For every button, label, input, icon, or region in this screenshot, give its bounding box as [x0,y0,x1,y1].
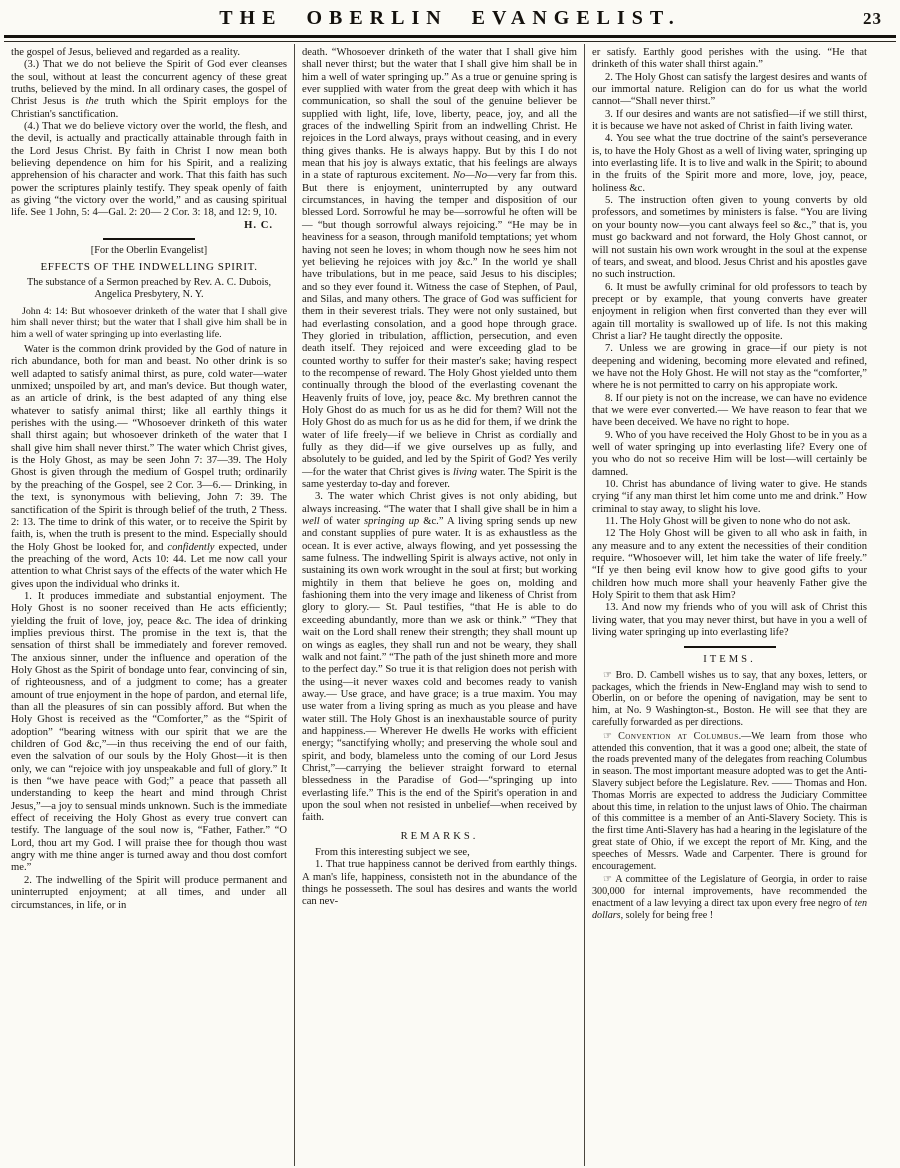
article-paragraph: 3. If our desires and wants are not satisfied—if we still thirst, it is because we have not asked of Christ in faith living water. [592,108,867,133]
column-3 [584,44,874,1166]
article-paragraph: From this interesting subject we see, [315,847,470,858]
section-heading: REMARKS. [400,830,479,842]
article-paragraph: Water is the common drink provided by the God of nature in rich abundance, both for man and beast. No other drink is so well adapted to satisfy animal thirst, as pure, cold water—water unmixed; unspoiled by art, and man's device. But though water, as an article of drink, is the best adapted of any thing else whatever to satisfy animal thirst; like all earthly things it perishes with the using.— “Whosoever drinketh of this water shall thirst again; but whosoever drinketh of the water that I shall give him shall never thirst.” The water which Christ gives, is the Holy Ghost, as may be seen John 7: 37—39. The Holy Ghost is given through the medium of Gospel truth; ordinarily by the preaching of the Gospel, see 2 Cor. 3—6.— Drinking, in the text, is synonymous with believing, John 7: 39. The sanctification of the Spirit is through belief of the truth, 2 Thess. 2: 13. The time to drink of this water, or to receive the Spirit by faith, is, when the truth is present to the mind. Especially should the Holy Ghost be looked for, and confidently expected, under the preaching of the word, Acts 10: 44. Let me now call your attention to what Christ says of the effects of the water which He gives upon the individual who drinks it. [11,344,287,590]
article-paragraph: 9. Who of you have received the Holy Ghost to be in you as a well of water springing up into everlasting life? Every one of you who do not so receive Him will be lost—will certainly be damned. [592,429,867,478]
article-title: EFFECTS OF THE INDWELLING SPIRIT. [40,260,258,273]
page-number: 23 [863,9,882,28]
columns-container [4,44,896,1166]
article-paragraph: 11. The Holy Ghost will be given to none who do not ask. [605,516,851,528]
section-divider-rule [103,238,195,240]
article-paragraph: 2. The Holy Ghost can satisfy the largest desires and wants of our immortal nature. Religion can do for us what the world cannot—“Shall never thirst.” [592,71,867,108]
attribution-line: [For the Oberlin Evangelist] [90,245,208,257]
article-paragraph-continuation: the gospel of Jesus, believed and regarded as a reality. [11,47,241,58]
article-paragraph: 4. You see what the true doctrine of the saint's perseverance is, to have the Holy Ghost as a well of living water, springing up into everlasting life. It is to live and walk in the Spirit; to abound in the fruits of the Spirit more and more, love, joy, peace, holiness &c. [592,133,867,194]
article-paragraph: 3. The water which Christ gives is not only abiding, but always increasing. “The water that I shall give shall be in him a well of water springing up &c.” A living spring sends up new and constant supplies of pure water. It is as exhaustless as the ocean. It is ever active, always flowing, and yet possessing the same fulness. The indwelling Spirit is always active, not only in sustaining its own work wrought in the soul at first; but working mightily in them that believe he goes on, molding and fashioning them into the very image and likeness of Christ from glory to glory.— St. Paul testifies, “that He is able to do exceeding abundantly, more than we ask or think.” “They that wait on the Lord shall renew their strength; they shall mount up on wings as eagles, they shall run and not be weary, they shall walk and not faint.” “The path of the just shineth more and more to the perfect day.” So true it is that religion does not perish with the using—it never waxes cold and becomes ready to vanish away.— Use grace, and have grace; is a true maxim. You may use water from a living spring as much as you please and have water still. The Holy Ghost is an inexhaustable source of purity and happiness.— Wherever He dwells He works with efficient energy; “sanctifying wholly; and preserving the whole soul and spirit, and body, blameless unto the coming of our Lord Jesus Christ,”—carrying the believer straight forward to eternal blessedness in the Paradise of God—“springing up into everlasting life.” This is the end of the Spirit's operation in and upon the soul when not resisted in unbelief—when received by faith. [302,491,578,824]
news-item: ☞ Convention at Columbus.—We learn from those who attended this convention, that it was a good one; albeit, the state of the roads prevented many of the delegates from reaching Columbus in season. The most important measure adopted was to get the Anti-Slavery subject before the Legislature. Rev. —— Thomas and Hon. Thomas Morris are expected to address the Judiciary Committee about this time, in relation to the unjust laws of Ohio. The chairman of this committee is a member of an Anti-Slavery Society. This is the first time Anti-Slavery has had a hearing in the legislature of the great state of Ohio, if we except the report of Mr. King, and the speeches of Messrs. Wade and Carpenter. There is ground for encouragement. [592,730,867,872]
section-heading: ITEMS. [703,653,756,665]
article-paragraph: 5. The instruction often given to young converts by old professors, and sometimes by ministers is false. “You are living on your bounty now—you cant always feel so &c.,” that is, you must go backward and not forward, the Holy Ghost cannot, or will not sustain his own work wrought in the soul at the expense of tears, and sweat, and blood. Jesus Christ and his apostles gave no such instruction. [592,195,867,281]
article-paragraph: 2. The indwelling of the Spirit will produce permanent and uninterrupted enjoyment; at all times, and under all circumstances, in life, or in [11,874,287,911]
article-paragraph: 13. And now my friends who of you will ask of Christ this living water, that you may never thirst, but have in you a well of living water springing up into everlasting life? [592,602,867,639]
article-paragraph-continuation: er satisfy. Earthly good perishes with the using. “He that drinketh of this water shall thirst again.” [592,47,867,71]
article-paragraph: 6. It must be awfully criminal for old professors to teach by precept or by example, that young converts have greater enjoyment in religion when first converted than they ever will again till mortality is swallowed up of life. Is not this making Christ a liar? He taught directly the opposite. [592,281,867,342]
article-paragraph: 8. If our piety is not on the increase, we can have no evidence that we were ever converted.— We have reason to fear that we have been deceived. We have no right to hope. [592,392,867,429]
masthead [4,2,896,32]
section-divider-rule [684,646,776,648]
article-paragraph: 10. Christ has abundance of living water to give. He stands crying “if any man thirst let him come unto me and drink.” How criminal to stay away, to slight his love. [592,479,867,515]
article-paragraph-continuation: death. “Whosoever drinketh of the water that I shall give him shall never thirst; but the water that I shall give him shall be in him a well of water springing up.” As a true or genuine spring is ever supplied with water from the great deep with which it has communication, so shall the soul of the genuine believer be supplied with light, life, love, liberty, peace, joy, and all the graces of the indwelling Spirit from an indwelling Christ. He rejoices in the Lord always, prays without ceasing, and in every thing gives thanks. He is always happy. But by this I do not mean that his joy is always extatic, that his feelings are always in a state of rapturous excitement. No—No—very far from this. But there is enjoyment, uninterrupted by any outward circumstances, in having the temper and disposition of our blessed Lord. Sorrowful he may be—sorrowful he often will be— “but though sorrowful always rejoicing.” “He may be in heaviness for a season, through manifold temptations; yet whom having not seen he loves; in whom though now he sees him not yet believing he rejoices with joy &c.” In the world ye shall have tribulations, but in me peace, said Jesus to his disciples; and so they ever found it. Witness the case of Stephen, of Paul, and Silas, and many others. The grace of God was sufficient for them in their severest trials. They were not only sustained, but had everlasting consolation, and a good hope through grace. They gloried in tribulation, affliction, persecution, and even death itself. They rejoiced and were exceeding glad to be counted worthy to suffer for their master's sake; having respect to the recompense of reward. The Holy Ghost yielded unto them continually through the blood of the everlasting covenant the Heavenly fruits of love, joy, peace &c. My brethren cannot the Holy Ghost do as much for us as he did for them? Will not the Holy Ghost do as much for us as he did for them, if we drink the water of life freely—if we believe in Christ as cordially and fully as they did—if we give ourselves up as fully, and absolutely to be guided, and led by the Spirit of God? Yes verily—for the water that Christ gives is living water. The Spirit is the same yesterday to-day and forever. [302,47,578,491]
author-signature: H. C. [244,219,273,231]
article-paragraph: 1. It produces immediate and substantial enjoyment. The Holy Ghost is no sooner received than He acts efficiently; yielding the fruit of love, joy, peace &c. The idea of drinking implies previous thirst. The promise in the text is, that the sensation of thirst shall be immediately and forever removed. The anxious sinner, under the influence and operation of the Holy Ghost as the Spirit of bondage unto fear, convincing of sin, of righteousness, and of a judgment to come; has a greater amount of true enjoyment in the hope of pardon, and eternal life, than all the pleasures of sin can possibly afford. But when the Holy Ghost is received as the “Comforter,” as the “Spirit of adoption” “bearing witness with our spirit that we are the children of God &c,”—in thus receiving the end of our faith, even the salvation of our souls by the Holy Ghost—it is then only, we can “rejoice with joy unspeakable and full of glory.” It is then “we have peace with God;” a peace that passeth all understanding to keep the heart and mind through Christ Jesus,”—a joy to sensual minds unknown. Such is the immediate effect of receiving the Holy Ghost as every true convert can testify. The language of the soul now is, “Father, Father.” “O Lord, thou art my God. I will praise thee for though thou wast angry with me thine anger is turned away and thou dost comfort me.” [11,590,287,874]
masthead-rule [4,35,896,42]
column-2 [294,44,584,1166]
newspaper-title: THE OBERLIN EVANGELIST. [219,7,681,29]
scripture-text: John 4: 14: But whosoever drinketh of the water that I shall give him shall never thirst; but the water that I shall give him shall be in him a well of water springing up into everlasting life. [11,305,287,340]
article-subtitle: The substance of a Sermon preached by Rev. A. C. Dubois, Angelica Presbytery, N. Y. [26,276,272,301]
news-item: ☞ A committee of the Legislature of Georgia, in order to raise 300,000 for internal improvements, have recommended the enactment of a law levying a direct tax upon every free negro of ten dollars, solely for being free ! [592,874,867,921]
article-paragraph: 1. That true happiness cannot be derived from earthly things. A man's life, happiness, consisteth not in the abundance of the things he possesseth. The soul has desires and wants the world can nev- [302,859,577,908]
article-paragraph: 7. Unless we are growing in grace—if our piety is not deepening and widening, becoming more elevated and refined, we have not the Holy Ghost. He will not stay as the “comforter,” where he is not permitted to carry on his appropiate work. [592,343,867,392]
news-item: ☞ Bro. D. Cambell wishes us to say, that any boxes, letters, or packages, which the friends in New-England may wish to send to Oberlin, on or before the opening of navigation, may be sent to him, at No. 9 Washington-st., Boston. He will see that they are carefully forwarded as per directions. [592,669,867,729]
column-1 [4,44,294,1166]
article-paragraph: 12 The Holy Ghost will be given to all who ask in faith, in any measure and to any extent the necessities of their condition require. “Whosoever will, let him take the water of life freely.” “If ye then being evil know how to give good gifts to your children how much more shall your heavenly Father give the Holy Spirit to them that ask Him? [592,528,867,602]
article-paragraph: (4.) That we do believe victory over the world, the flesh, and the devil, is actually and practically attainable through faith in the Lord Jesus Christ. By faith in Christ I now mean both believing dependence on him for his Spirit, and a realizing apprehension of his character and work. That this faith has such power the scriptures plainly testify. They speak openly of faith as giving “the victory over the world,” and as causing spiritual life. See 1 John, 5: 4—Gal. 2: 20— 2 Cor. 3: 18, and 12: 9, 10. [11,121,287,219]
article-paragraph: (3.) That we do not believe the Spirit of God ever cleanses the soul, without at least the concurrent agency of these great truths, believed by the mind. In all ordinary cases, the gospel of Christ Jesus is the truth which the Spirit employs for the Christian's sanctification. [11,59,287,120]
